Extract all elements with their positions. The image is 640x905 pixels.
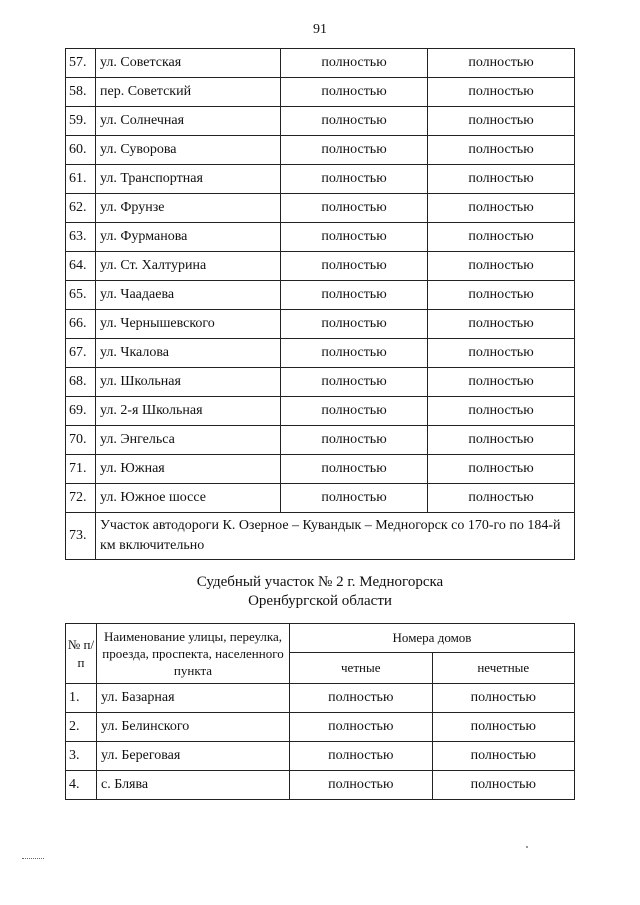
court-district-2-streets-table [65, 623, 575, 800]
street-name: ул. Фрунзе [96, 194, 281, 223]
row-number: 3. [66, 742, 97, 771]
scan-dot [526, 846, 528, 848]
row-number: 62. [66, 194, 96, 223]
table2-body [66, 684, 575, 800]
street-name: ул. Советская [96, 49, 281, 78]
table-row [66, 368, 575, 397]
row-number: 67. [66, 339, 96, 368]
even-houses: полностью [281, 252, 428, 281]
row-number: 68. [66, 368, 96, 397]
street-name: ул. Чаадаева [96, 281, 281, 310]
header-num: № п/п [66, 624, 97, 684]
table2-header [66, 624, 575, 684]
header-odd: нечетные [432, 653, 575, 684]
table-row [66, 513, 575, 560]
header-house-numbers: Номера домов [290, 624, 575, 653]
row-number: 71. [66, 455, 96, 484]
odd-houses: полностью [428, 194, 575, 223]
odd-houses: полностью [428, 165, 575, 194]
odd-houses: полностью [428, 252, 575, 281]
odd-houses: полностью [428, 368, 575, 397]
street-name: ул. 2-я Школьная [96, 397, 281, 426]
row-number: 2. [66, 713, 97, 742]
street-name: ул. Базарная [97, 684, 290, 713]
table-row [66, 107, 575, 136]
even-houses: полностью [290, 742, 433, 771]
table-row [66, 339, 575, 368]
table-row [66, 165, 575, 194]
street-name: ул. Суворова [96, 136, 281, 165]
row-number: 70. [66, 426, 96, 455]
street-name: ул. Чкалова [96, 339, 281, 368]
row-number: 63. [66, 223, 96, 252]
odd-houses: полностью [428, 426, 575, 455]
table-row [66, 252, 575, 281]
row-number: 73. [66, 513, 96, 560]
even-houses: полностью [281, 165, 428, 194]
court-district-streets-table [65, 48, 575, 560]
even-houses: полностью [281, 368, 428, 397]
even-houses: полностью [281, 223, 428, 252]
street-name: пер. Советский [96, 78, 281, 107]
odd-houses: полностью [428, 339, 575, 368]
table-row [66, 426, 575, 455]
even-houses: полностью [281, 194, 428, 223]
even-houses: полностью [281, 484, 428, 513]
table-row [66, 78, 575, 107]
even-houses: полностью [281, 455, 428, 484]
street-name: с. Блява [97, 771, 290, 800]
header-street-name: Наименование улицы, переулка, проезда, проспекта, населенного пункта [97, 624, 290, 684]
row-number: 4. [66, 771, 97, 800]
table-row [66, 194, 575, 223]
table-row [66, 771, 575, 800]
odd-houses: полностью [428, 223, 575, 252]
table1-body [66, 49, 575, 560]
street-name: ул. Энгельса [96, 426, 281, 455]
row-number: 1. [66, 684, 97, 713]
row-number: 61. [66, 165, 96, 194]
table-row [66, 742, 575, 771]
street-name: ул. Фурманова [96, 223, 281, 252]
street-name: ул. Белинского [97, 713, 290, 742]
odd-houses: полностью [428, 281, 575, 310]
even-houses: полностью [281, 339, 428, 368]
even-houses: полностью [281, 49, 428, 78]
header-even: четные [290, 653, 433, 684]
table-row [66, 281, 575, 310]
odd-houses: полностью [428, 136, 575, 165]
table-row [66, 455, 575, 484]
table-row [66, 713, 575, 742]
street-name: ул. Транспортная [96, 165, 281, 194]
even-houses: полностью [281, 107, 428, 136]
table-row [66, 397, 575, 426]
table2-header-row [66, 624, 575, 653]
even-houses: полностью [290, 684, 433, 713]
table-row [66, 310, 575, 339]
page-number: 91 [313, 22, 327, 37]
street-name: ул. Береговая [97, 742, 290, 771]
odd-houses: полностью [432, 771, 575, 800]
row-number: 69. [66, 397, 96, 426]
section-title-line1: Судебный участок № 2 г. Медногорска [196, 574, 444, 590]
even-houses: полностью [281, 426, 428, 455]
row-number: 64. [66, 252, 96, 281]
table-row [66, 136, 575, 165]
table-row [66, 484, 575, 513]
row-number: 66. [66, 310, 96, 339]
section-title [0, 573, 640, 611]
street-name: ул. Южное шоссе [96, 484, 281, 513]
street-name: ул. Ст. Халтурина [96, 252, 281, 281]
odd-houses: полностью [428, 310, 575, 339]
section-title-line2: Оренбургской области [248, 593, 392, 609]
even-houses: полностью [281, 136, 428, 165]
odd-houses: полностью [432, 713, 575, 742]
table-row [66, 49, 575, 78]
row-number: 57. [66, 49, 96, 78]
row-number: 65. [66, 281, 96, 310]
road-section: Участок автодороги К. Озерное – Кувандык – Медногорск со 170-го по 184-й км включительно [96, 513, 575, 560]
odd-houses: полностью [428, 455, 575, 484]
street-name: ул. Южная [96, 455, 281, 484]
odd-houses: полностью [428, 484, 575, 513]
scan-mark [22, 858, 44, 861]
odd-houses: полностью [428, 49, 575, 78]
even-houses: полностью [281, 397, 428, 426]
odd-houses: полностью [432, 742, 575, 771]
even-houses: полностью [281, 310, 428, 339]
table-row [66, 223, 575, 252]
even-houses: полностью [281, 281, 428, 310]
row-number: 60. [66, 136, 96, 165]
street-name: ул. Школьная [96, 368, 281, 397]
odd-houses: полностью [432, 684, 575, 713]
odd-houses: полностью [428, 397, 575, 426]
row-number: 58. [66, 78, 96, 107]
even-houses: полностью [281, 78, 428, 107]
odd-houses: полностью [428, 107, 575, 136]
row-number: 59. [66, 107, 96, 136]
street-name: ул. Чернышевского [96, 310, 281, 339]
row-number: 72. [66, 484, 96, 513]
even-houses: полностью [290, 713, 433, 742]
odd-houses: полностью [428, 78, 575, 107]
street-name: ул. Солнечная [96, 107, 281, 136]
table-row [66, 684, 575, 713]
even-houses: полностью [290, 771, 433, 800]
